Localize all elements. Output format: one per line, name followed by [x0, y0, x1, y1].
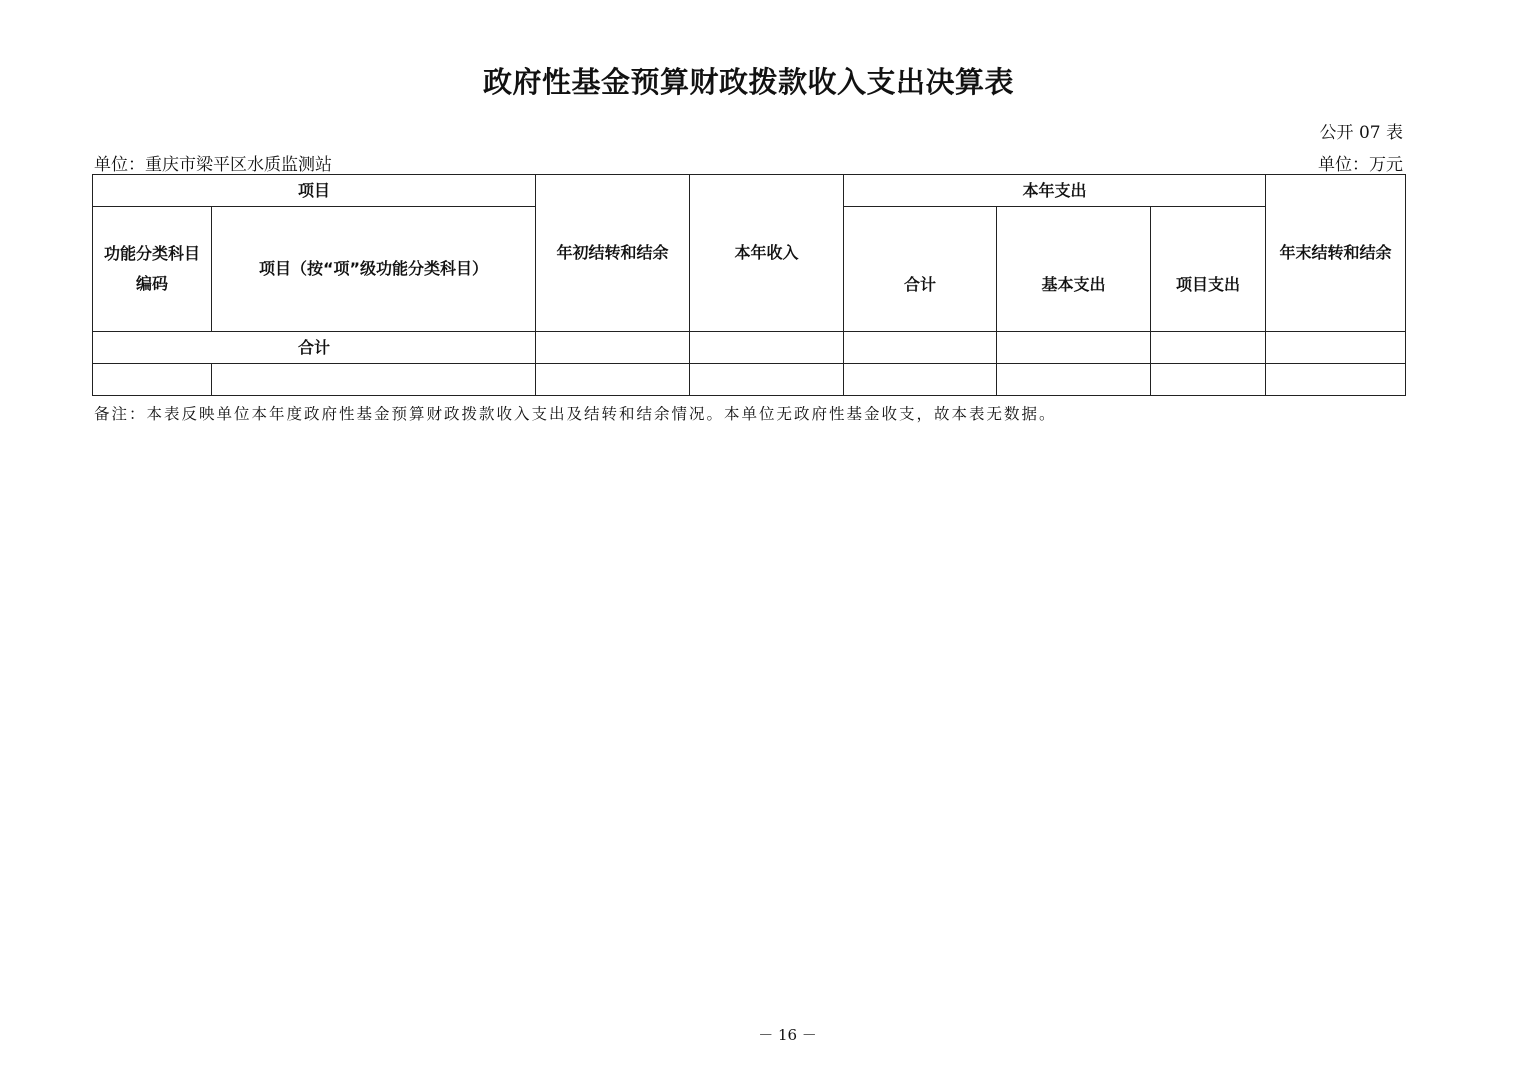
cell-end-balance	[1266, 364, 1406, 396]
budget-table	[92, 174, 1406, 396]
cell-expense-total	[844, 364, 997, 396]
page-number: － 16 －	[758, 1026, 817, 1044]
total-income	[690, 332, 844, 364]
form-number: 公开 07 表	[1319, 123, 1403, 143]
header-begin-balance: 年初结转和结余	[536, 175, 690, 332]
header-income: 本年收入	[690, 175, 844, 332]
total-row	[93, 332, 1406, 364]
unit-organization: 单位：重庆市梁平区水质监测站	[94, 155, 332, 175]
total-begin-balance	[536, 332, 690, 364]
header-item-by-func: 项目（按“项”级功能分类科目）	[212, 207, 536, 332]
header-expense-group: 本年支出	[844, 175, 1266, 207]
header-end-balance: 年末结转和结余	[1266, 175, 1406, 332]
page-title: 政府性基金预算财政拨款收入支出决算表	[482, 65, 1014, 99]
header-expense-project: 项目支出	[1151, 207, 1266, 332]
cell-begin-balance	[536, 364, 690, 396]
header-expense-basic: 基本支出	[997, 207, 1151, 332]
total-end-balance	[1266, 332, 1406, 364]
total-expense-total	[844, 332, 997, 364]
header-item-group: 项目	[93, 175, 536, 207]
table-note: 备注：本表反映单位本年度政府性基金预算财政拨款收入支出及结转和结余情况。本单位无政府性基金收支，故本表无数据。	[94, 405, 1057, 423]
table-row	[93, 364, 1406, 396]
header-func-code: 功能分类科目编码	[93, 207, 212, 332]
header-expense-total: 合计	[844, 207, 997, 332]
total-label: 合计	[93, 332, 536, 364]
header-row-1	[93, 175, 1406, 207]
cell-func-code	[93, 364, 212, 396]
unit-currency: 单位：万元	[1318, 155, 1403, 175]
total-expense-basic	[997, 332, 1151, 364]
cell-expense-project	[1151, 364, 1266, 396]
cell-income	[690, 364, 844, 396]
cell-expense-basic	[997, 364, 1151, 396]
cell-item	[212, 364, 536, 396]
total-expense-project	[1151, 332, 1266, 364]
